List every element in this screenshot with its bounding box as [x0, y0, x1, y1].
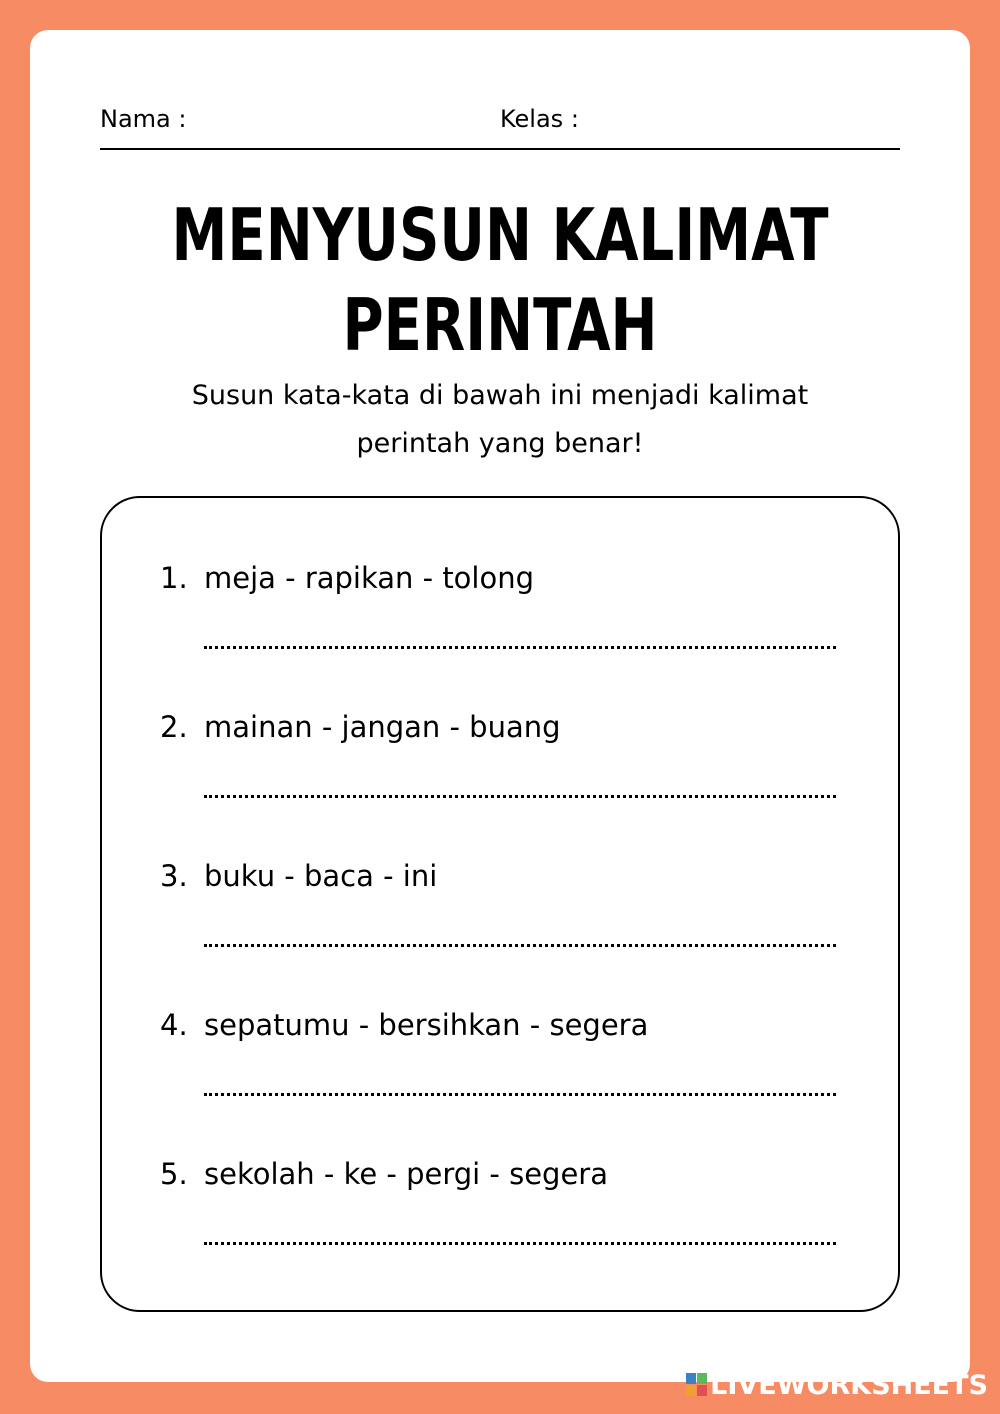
title-line-1: MENYUSUN KALIMAT — [171, 193, 829, 277]
instructions — [100, 372, 900, 468]
item-number: 4. — [160, 1008, 188, 1042]
worksheet-page — [30, 30, 970, 1382]
watermark-text: LIVEWORKSHEETS — [710, 1369, 988, 1401]
answer-line-5[interactable] — [204, 1242, 836, 1245]
item-number: 5. — [160, 1157, 188, 1191]
answer-line-4[interactable] — [204, 1093, 836, 1096]
header-divider — [100, 148, 900, 150]
item-words: sepatumu - bersihkan - segera — [204, 1008, 649, 1042]
exercise-item-4 — [160, 1005, 840, 1125]
answer-line-1[interactable] — [204, 646, 836, 649]
item-words: meja - rapikan - tolong — [204, 561, 535, 595]
liveworksheets-logo-icon — [686, 1373, 708, 1397]
item-number: 2. — [160, 710, 188, 744]
item-words: sekolah - ke - pergi - segera — [204, 1157, 608, 1191]
item-words: mainan - jangan - buang — [204, 710, 561, 744]
instructions-line-1: Susun kata-kata di bawah ini menjadi kalimat — [191, 380, 809, 411]
name-label: Nama : — [100, 105, 187, 133]
item-words: buku - baca - ini — [204, 859, 438, 893]
student-info-row — [100, 105, 900, 135]
exercise-item-5 — [160, 1154, 840, 1274]
answer-line-3[interactable] — [204, 944, 836, 947]
worksheet-title — [133, 190, 866, 370]
item-number: 3. — [160, 859, 188, 893]
exercise-item-1 — [160, 558, 840, 678]
liveworksheets-watermark — [686, 1370, 988, 1400]
item-number: 1. — [160, 561, 188, 595]
exercise-box — [100, 496, 900, 1312]
instructions-line-2: perintah yang benar! — [356, 428, 644, 459]
answer-line-2[interactable] — [204, 795, 836, 798]
title-line-2: PERINTAH — [342, 283, 658, 367]
class-label: Kelas : — [500, 105, 579, 133]
exercise-item-2 — [160, 707, 840, 827]
exercise-item-3 — [160, 856, 840, 976]
